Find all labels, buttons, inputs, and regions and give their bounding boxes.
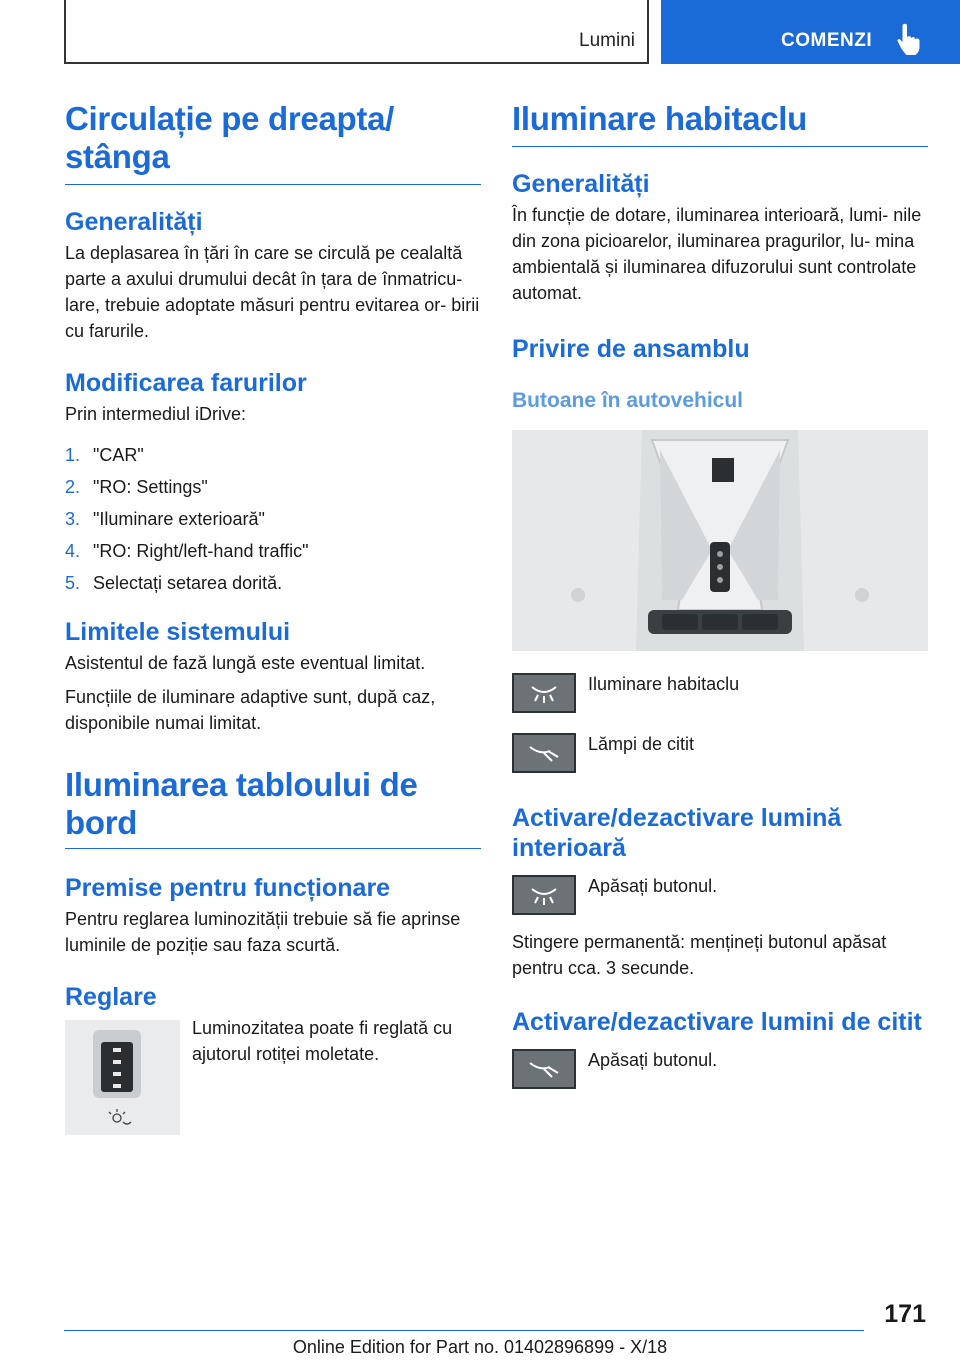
heading-toggle-reading: Activare/dezactivare lumini de citit <box>512 1008 922 1036</box>
heading-overview: Privire de ansamblu <box>512 335 750 363</box>
label-reading-lights: Lămpi de citit <box>588 734 695 754</box>
heading-interior-lighting: Iluminare habitaclu <box>512 100 928 147</box>
footer-edition: Online Edition for Part no. 01402896899 - X/18 <box>292 1337 668 1357</box>
list-item: 2. "RO: Settings" <box>65 477 208 497</box>
idrive-steps <box>65 439 481 599</box>
left-column <box>65 100 481 1135</box>
thumbwheel-photo <box>65 1020 180 1135</box>
list-item: 5. Selectați setarea dorită. <box>65 573 283 593</box>
paragraph-adjust: Luminozitatea poate fi reglată cu ajutorul rotiței moletate. <box>192 1018 453 1064</box>
right-column <box>512 100 928 1089</box>
paragraph-idrive: Prin intermediul iDrive: <box>65 404 247 424</box>
chapter-tab[interactable] <box>661 0 960 64</box>
list-item: 4. "RO: Right/left-hand traffic" <box>65 541 309 561</box>
reading-light-button-icon <box>512 1049 576 1089</box>
paragraph-premise: Pentru reglarea luminozității trebuie să fie aprinse luminile de poziție sau faza scurtă. <box>65 909 461 955</box>
label-interior-light: Iluminare habitaclu <box>588 674 740 694</box>
paragraph-general-left: La deplasarea în țări în care se circulă pe cealaltă parte a axului drumului decât în țara de înmatricu‐ lare, trebuie adoptate măsuri pentru evitarea or‐ birii cu farurile. <box>65 243 480 341</box>
pointing-hand-icon <box>897 22 923 56</box>
heading-general-left: Generalități <box>65 208 203 236</box>
paragraph-press-button-1: Apăsați butonul. <box>588 876 718 896</box>
paragraph-limits-1: Asistentul de fază lungă este eventual limitat. <box>65 653 426 673</box>
overhead-console-photo <box>512 430 928 651</box>
paragraph-permanent-off: Stingere permanentă: mențineți butonul apăsat pentru cca. 3 secunde. <box>512 932 887 978</box>
list-item: 1. "CAR" <box>65 445 144 465</box>
heading-system-limits: Limitele sistemului <box>65 618 291 646</box>
heading-dashboard-lighting: Iluminarea tabloului de bord <box>65 766 481 849</box>
interior-light-button-icon <box>512 673 576 713</box>
section-title: Lumini <box>579 30 635 51</box>
heading-traffic-side: Circulație pe dreapta/ stânga <box>65 100 481 185</box>
paragraph-general-right: În funcție de dotare, iluminarea interioară, lumi‐ nile din zona picioarelor, iluminarea pragurilor, lu‐ mina ambientală și iluminarea difuzorului sunt controlate automat. <box>512 205 922 303</box>
interior-light-button-icon <box>512 875 576 915</box>
footer-divider <box>64 1330 864 1331</box>
heading-general-right: Generalități <box>512 170 650 198</box>
chapter-tab-label: COMENZI <box>781 30 873 51</box>
header-frame <box>64 0 649 64</box>
reading-light-button-icon <box>512 733 576 773</box>
paragraph-press-button-2: Apăsați butonul. <box>588 1050 718 1070</box>
list-item: 3. "Iluminare exterioară" <box>65 509 265 529</box>
heading-modify-headlights: Modificarea farurilor <box>65 369 307 397</box>
page-number: 171 <box>884 1300 926 1328</box>
heading-premise: Premise pentru funcționare <box>65 874 391 902</box>
heading-adjust: Reglare <box>65 983 157 1011</box>
heading-toggle-interior: Activare/dezactivare lumină interioară <box>512 804 842 862</box>
heading-buttons-in-car: Butoane în autovehicul <box>512 389 744 412</box>
paragraph-limits-2: Funcțiile de iluminare adaptive sunt, după caz, disponibile numai limitat. <box>65 687 436 733</box>
